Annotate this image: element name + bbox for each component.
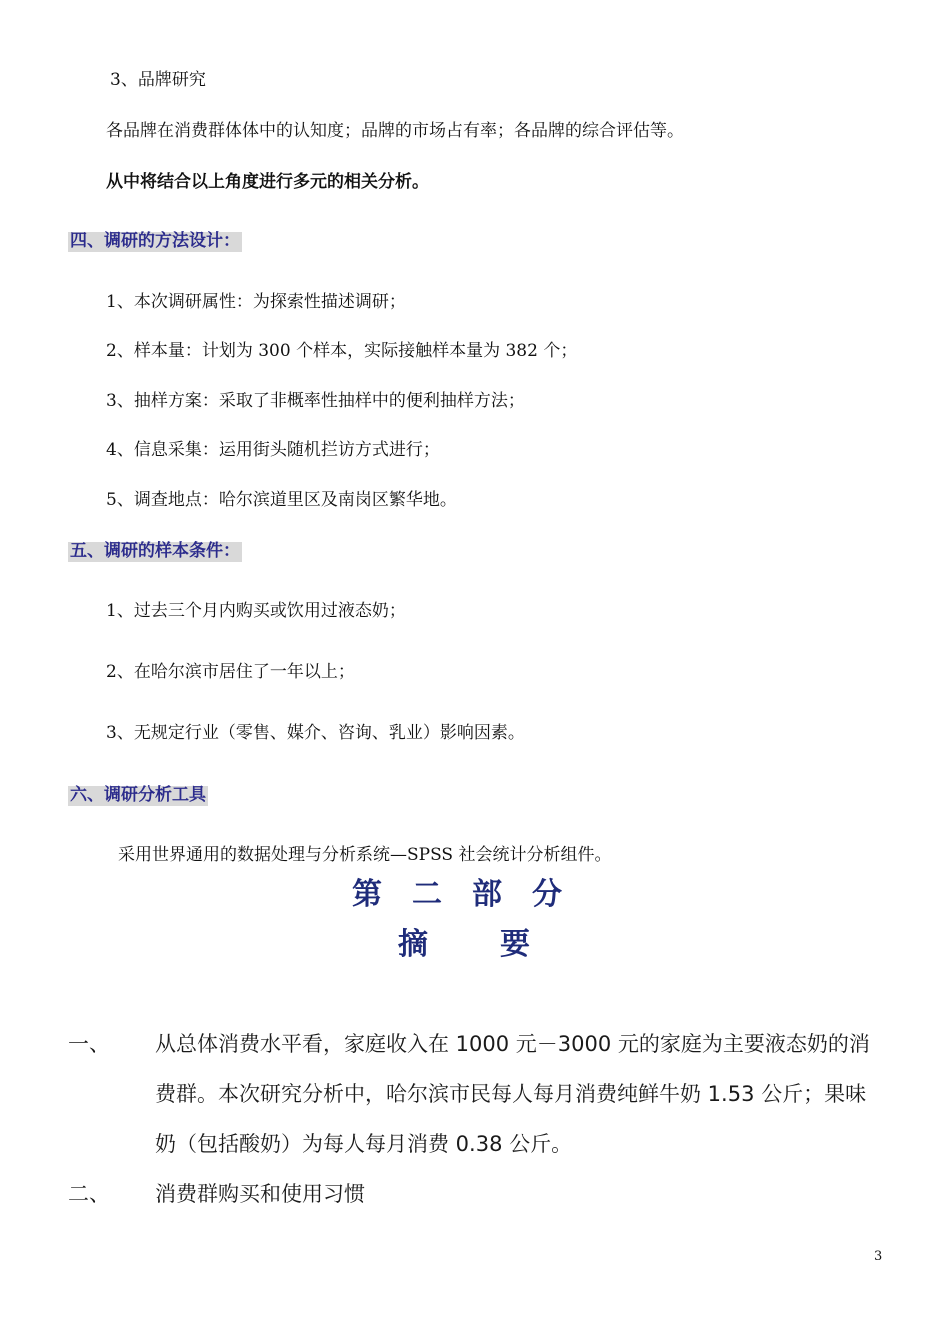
sample-heading: 五、调研的样本条件： — [70, 541, 240, 561]
methods-item-4: 4、信息采集：运用街头随机拦访方式进行； — [106, 440, 440, 460]
summary-item-1-number: 一、 — [68, 1032, 110, 1056]
methods-item-3: 3、抽样方案：采取了非概率性抽样中的便利抽样方法； — [106, 391, 525, 411]
summary-item-1-line-3: 奶（包括酸奶）为每人每月消费 0.38 公斤。 — [155, 1132, 573, 1156]
summary-item-1-line-2: 费群。本次研究分析中，哈尔滨市民每人每月消费纯鲜牛奶 1.53 公斤；果味 — [155, 1082, 867, 1106]
tools-heading: 六、调研分析工具 — [70, 785, 206, 805]
part-two-subtitle: 摘要 — [398, 927, 602, 962]
methods-item-1: 1、本次调研属性：为探索性描述调研； — [106, 292, 406, 312]
summary-item-2-number: 二、 — [68, 1182, 110, 1206]
section-3-title: 3、品牌研究 — [110, 70, 206, 90]
sample-item-1: 1、过去三个月内购买或饮用过液态奶； — [106, 601, 406, 621]
section-3-conclusion: 从中将结合以上角度进行多元的相关分析。 — [106, 172, 429, 192]
tools-text: 采用世界通用的数据处理与分析系统—SPSS 社会统计分析组件。 — [118, 845, 612, 865]
sample-item-2: 2、在哈尔滨市居住了一年以上； — [106, 662, 355, 682]
methods-heading: 四、调研的方法设计： — [70, 231, 240, 251]
methods-item-5: 5、调查地点：哈尔滨道里区及南岗区繁华地。 — [106, 490, 457, 510]
section-3-text: 各品牌在消费群体体中的认知度；品牌的市场占有率；各品牌的综合评估等。 — [106, 121, 684, 141]
sample-item-3: 3、无规定行业（零售、媒介、咨询、乳业）影响因素。 — [106, 723, 525, 743]
summary-item-1-line-1: 从总体消费水平看，家庭收入在 1000 元－3000 元的家庭为主要液态奶的消 — [155, 1032, 870, 1056]
page-number: 3 — [874, 1249, 883, 1264]
methods-item-2: 2、样本量：计划为 300 个样本，实际接触样本量为 382 个； — [106, 341, 578, 361]
part-two-title: 第二部分 — [352, 877, 592, 912]
summary-item-2-text: 消费群购买和使用习惯 — [155, 1182, 365, 1206]
